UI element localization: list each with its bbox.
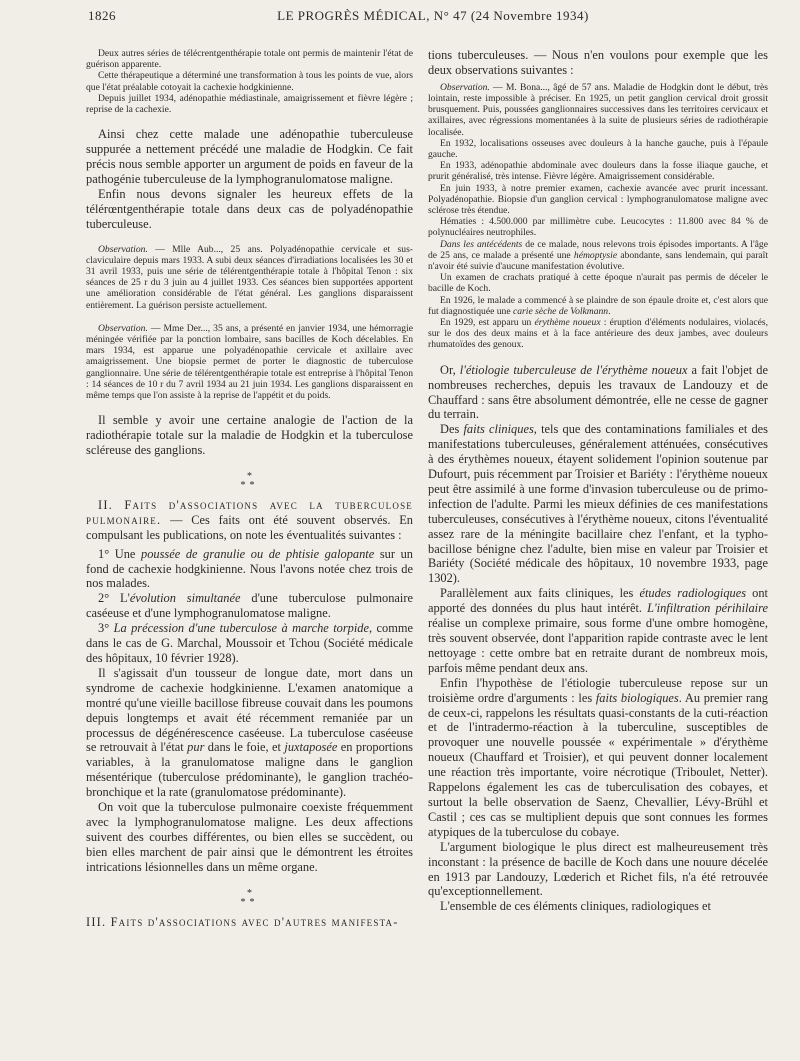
paragraph: Enfin nous devons signaler les heureux effets de la télérœntgenthérapie totale dans deux cas de polyadénopathie tuberculeuse.	[86, 186, 413, 231]
section-separator: * **	[240, 887, 259, 908]
paragraph: Or, l'étiologie tuberculeuse de l'érythème noueux a fait l'objet de nombreuses recherches, depuis les travaux de Landouzy et de Chauffard : sans être absolument démontrée, elle ne cesse de gagner du terrain.	[428, 362, 768, 422]
paragraph: tions tuberculeuses. — Nous n'en voulons pour exemple que les deux observations suivantes :	[428, 48, 768, 77]
running-title: LE PROGRÈS MÉDICAL, N° 47 (24 Novembre 1934)	[277, 8, 589, 23]
paragraph: Il s'agissait d'un tousseur de longue date, mort dans un syndrome de cachexie hodgkinienne. L'examen anatomique a montré qu'une vieille bacillose fibreuse couvait dans les poumons depuis longtemps et avait été récemment remaniée par un processus de dégénérescence caséeuse. La tuberculose caséeuse se retrouvait à l'état pur dans le foie, et juxtaposée en proportions variables, à la granulomatose maligne dans le ganglion mésentérique (tuberculose prédominante), le ganglion trachéo-bronchique et la rate (granulomatose prédominante).	[86, 665, 414, 800]
list-item: 2° L'évolution simultanée d'une tuberculose pulmonaire caséeuse et d'une lymphogranulomatose maligne.	[86, 591, 413, 621]
case-note: En 1929, est apparu un érythème noueux : éruption d'éléments nodulaires, violacés, sur le dos des deux mains et à la face antérieure des deux jambes, avec douleurs rhumatoïdes des genoux.	[428, 317, 769, 351]
case-note: Un examen de crachats pratiqué à cette époque n'aurait pas permis de déceler le bacille de Koch.	[428, 272, 768, 295]
paragraph: Enfin l'hypothèse de l'étiologie tuberculeuse repose sur un troisième ordre d'arguments : les faits biologiques. Au premier rang de ceux-ci, rappelons les résultats quasi-constants de la cuti-réaction et de l'intradermo-réaction à la tuberculine, susceptibles de provoquer une nouvelle poussée « expérimentale » d'érythème noueux (Chauffard et Troisier), et qui peuvent donner localement une réaction très importante, voire nécrotique (Triboulet, Netter). Rappelons également les cas de tuberculisation des cobayes, et surtout la belle observation de Saenz, Chevallier, Lévy-Brühl et Castil ; ces cas se multiplient depuis que sont connues les formes atypiques de la tuberculose du cobaye.	[428, 675, 768, 839]
observation: Observation. — M. Bona..., âgé de 57 ans. Maladie de Hodgkin dont le début, très lointain, reste impossible à préciser. En 1925, un petit ganglion cervical droit grossit brusquement. Puis, poussées ganglionnaires successives dans les territoires cervicaux et axillaires, avec régressions momentanées à la suite de plusieurs séries de radiothérapie localisée.	[428, 81, 768, 138]
observation-label: Observation.	[98, 322, 148, 334]
paragraph: On voit que la tuberculose pulmonaire coexiste fréquemment avec la lymphogranulomatose maligne. Les deux affections suivent des courbes différentes, ou bien elles se succèdent, ou bien elles marchent de pair ainsi que le démontrent les étroites intrications lésionnelles dans un même organe.	[86, 800, 413, 874]
case-note: En 1933, adénopathie abdominale avec douleurs dans la fosse iliaque gauche, et prurit généralisé, très intense. Fièvre légère. Amaigrissement considérable.	[428, 160, 768, 183]
section-heading: III. Faits d'associations avec d'autres manifesta-	[86, 914, 399, 929]
case-note: Cette thérapeutique a déterminé une transformation à tous les points de vue, alors que l'état préalable cotoyait la cachexie hodgkinienne.	[86, 70, 413, 93]
paragraph: Il semble y avoir une certaine analogie de l'action de la radiothérapie totale sur la maladie de Hodgkin et la tuberculose scléreuse des ganglions.	[86, 413, 413, 458]
observation-label: Observation.	[440, 81, 490, 93]
case-note: Dans les antécédents de ce malade, nous relevons trois épisodes importants. A l'âge de 25 ans, ce malade a présenté une hémoptysie abondante, sans lendemain, qui paraît n'avoir été suivie d'aucune manifestation évolutive.	[428, 238, 769, 273]
observation: Observation. — Mme Der..., 35 ans, a présenté en janvier 1934, une hémorragie méningée vérifiée par la ponction lombaire, sans bacilles de Koch décelables. En mars 1934, est apparue une polyadénopathie cervicale et axillaire avec amaigrissement. Une biopsie permet de porter le diagnostic de tuberculose ganglionnaire. Une série de télérentgenthérapie totale est entreprise à l'hôpital Tenon : 14 séances de 10 r du 7 avril 1934 au 21 juin 1934. Les ganglions disparaissent en même temps que l'on assiste à la reprise de l'appétit et du poids.	[86, 322, 413, 401]
observation: Observation. — Mlle Aub..., 25 ans. Polyadénopathie cervicale et sus-claviculaire depuis mars 1933. A subi deux séances d'irradiations localisées les 30 et 31 avril 1933, puis une série de télérentgenthérapie totale à l'hôpital Tenon : six séances de 25 r du 3 juin au 4 juillet 1933. Ces séances bien supportées apportent une amélioration considérable de l'état général. Les ganglions disparaissent entièrement. La guérison persiste actuellement.	[86, 243, 413, 311]
right-column	[428, 48, 768, 914]
case-note: Depuis juillet 1934, adénopathie médiastinale, amaigrissement et fièvre légère ; reprise de la cachexie.	[86, 92, 413, 116]
case-note: En juin 1933, à notre premier examen, cachexie avancée avec prurit incessant. Polyadénopathie. Biopsie d'un ganglion cervical : lymphogranulomatose maligne avec sclérose très étendue.	[428, 182, 768, 217]
case-note: En 1926, le malade a commencé à se plaindre de son épaule droite et, c'est alors que fut diagnostiquée une carie sèche de Volkmann.	[428, 294, 768, 317]
case-note: En 1932, localisations osseuses avec douleurs à la hanche gauche, puis à l'épaule gauche.	[428, 137, 768, 161]
page-number: 1826	[88, 8, 116, 23]
section-title: II. Faits d'associations avec la tuberculose pulmonaire.	[86, 497, 413, 527]
section-heading: II. Faits d'associations avec la tuberculose pulmonaire. — Ces faits ont été souvent observés. En compulsant les publications, on note les éventualités suivantes :	[86, 497, 413, 542]
paragraph: Ainsi chez cette malade une adénopathie tuberculeuse suppurée a nettement précédé une maladie de Hodgkin. Ce fait précis nous semble apporter un argument de poids en faveur de la pathogénie tuberculeuse de la lymphogranulomatose maligne.	[86, 127, 413, 186]
case-note: Deux autres séries de télécrentgenthérapie totale ont permis de maintenir l'état de guérison apparente.	[86, 48, 413, 71]
paragraph: Des faits cliniques, tels que des contaminations familiales et des manifestations tuberculeuses, généralement atténuées, consécutives à des érythèmes noueux, étayent solidement l'opinion soutenue par Dufourt, puis récemment par Troisier et Bariéty : l'érythème noueux peut être assimilé à une forme d'invasion tuberculeuse ou de primo-infection de l'adulte. Parmi les mieux définies de ces manifestations tuberculeuses, consécutives à l'érythème noueux, citons l'éventualité assez rare de la méningite bacillaire chez l'enfant, et la typho-bacillose bénigne chez l'adulte, bien mise en valeur par Troisier et Bariéty (Société médicale des hôpitaux, 10 novembre 1933, page 1302).	[428, 422, 768, 586]
paragraph: Parallèlement aux faits cliniques, les études radiologiques ont apporté des données du plus haut intérêt. L'infiltration périhilaire réalise un complexe primaire, sous forme d'une ombre homogène, très souvent observée, dont l'apparition rapide contraste avec le lent nettoyage : cette ombre bat en retraite durant de nombreux mois, parfois même pendant deux ans.	[428, 586, 768, 675]
section-separator: * **	[240, 470, 259, 491]
observation-label: Observation.	[98, 243, 148, 255]
case-note: Hématies : 4.500.000 par millimètre cube. Leucocytes : 11.800 avec 84 % de polynucléaires neutrophiles.	[428, 216, 768, 239]
list-item: 3° La précession d'une tuberculose à marche torpide, comme dans le cas de G. Marchal, Moussoir et Tchou (Société médicale des hôpitaux, 10 février 1928).	[86, 621, 413, 665]
left-column	[86, 48, 413, 929]
paragraph: L'argument biologique le plus direct est malheureusement très inconstant : la présence de bacille de Koch dans une nouure décelée en 1913 par Landouzy, Lœderich et Richet fils, n'a été retrouvée qu'exceptionnellement.	[428, 839, 768, 899]
list-item: 1° Une poussée de granulie ou de phtisie galopante sur un fond de cachexie hodgkinienne. Nous l'avons notée chez trois de nos malades.	[86, 546, 413, 591]
paragraph: L'ensemble de ces éléments cliniques, radiologiques et	[440, 899, 711, 914]
